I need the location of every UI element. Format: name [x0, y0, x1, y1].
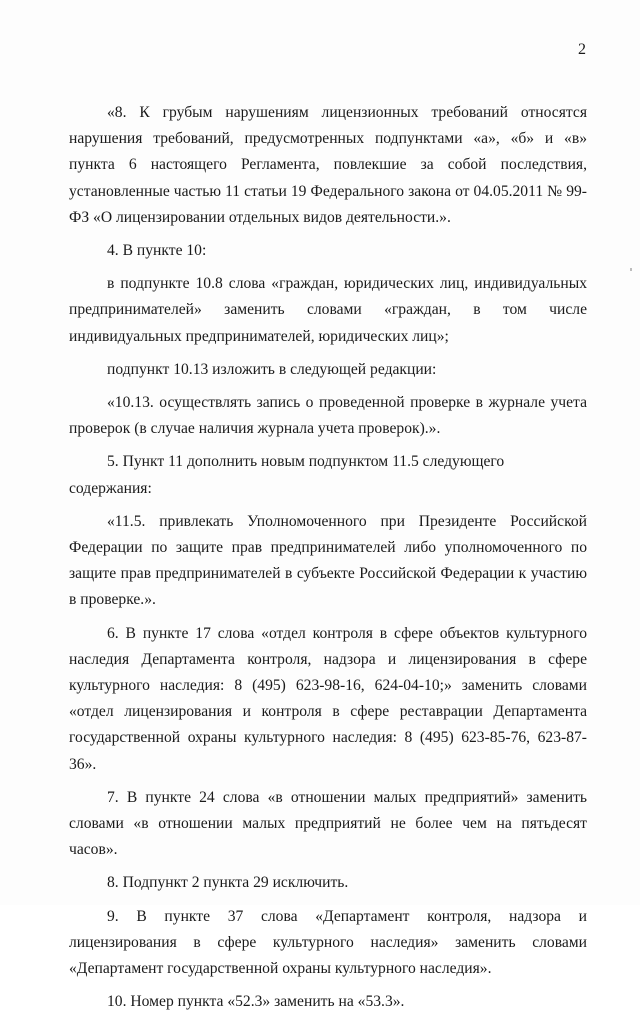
scan-speck: [630, 268, 632, 271]
paragraph-point-10: 10. Номер пункта «52.3» заменить на «53.3».: [107, 993, 405, 1011]
paragraph-point-6: 6. В пункте 17 слова «отдел контроля в сфере объектов культурного наследия Департамента контроля, надзора и лицензирования в сфере культурного наследия: 8 (495) 623-98-16, 624-04-10;» заменить словами «отдел лицензирования и контроля в сфере реставрации Департамента государственной охраны культурного наследия: 8 (495) 623-85-76, 623-87-36».: [69, 624, 587, 773]
paragraph-item-8-quote: «8. К грубым нарушениям лицензионных требований относятся нарушения требований, предусмотренных подпунктами «а», «б» и «в» пункта 6 настоящего Регламента, повлекшие за собой последствия, установленные частью 11 статьи 19 Федерального закона от 04.05.2011 № 99-ФЗ «О лицензировании отдельных видов деятельности.».: [69, 104, 587, 226]
paragraph-point-4: 4. В пункте 10:: [107, 242, 207, 260]
page-number: 2: [578, 41, 586, 58]
paragraph-point-7: 7. В пункте 24 слова «в отношении малых предприятий» заменить словами «в отношении малых предприятий не более чем на пятьдесят часов».: [69, 788, 587, 859]
paragraph-point-9: 9. В пункте 37 слова «Департамент контроля, надзора и лицензирования в сфере культурного наследия» заменить словами «Департамент государственной охраны культурного наследия».: [69, 907, 587, 978]
paragraph-subpoint-11-5: «11.5. привлекать Уполномоченного при Президенте Российской Федерации по защите прав предпринимателей либо уполномоченного по защите прав предпринимателей в субъекте Российской Федерации к участию в проверке.».: [69, 512, 587, 609]
document-body: [69, 100, 587, 1023]
paragraph-subpoint-10-13-text: «10.13. осуществлять запись о проведенной проверке в журнале учета проверок (в случае наличия журнала учета проверок).».: [69, 394, 587, 438]
paragraph-subpoint-10-13-intro: подпункт 10.13 изложить в следующей редакции:: [107, 360, 437, 378]
paragraph-subpoint-10-8: в подпункте 10.8 слова «граждан, юридических лиц, индивидуальных предпринимателей» заменить словами «граждан, в том числе индивидуальных предпринимателей, юридических лиц»;: [69, 275, 587, 345]
paragraph-point-8: 8. Подпункт 2 пункта 29 исключить.: [107, 874, 349, 892]
paragraph-point-5: 5. Пункт 11 дополнить новым подпунктом 11.5 следующего содержания:: [69, 453, 505, 497]
